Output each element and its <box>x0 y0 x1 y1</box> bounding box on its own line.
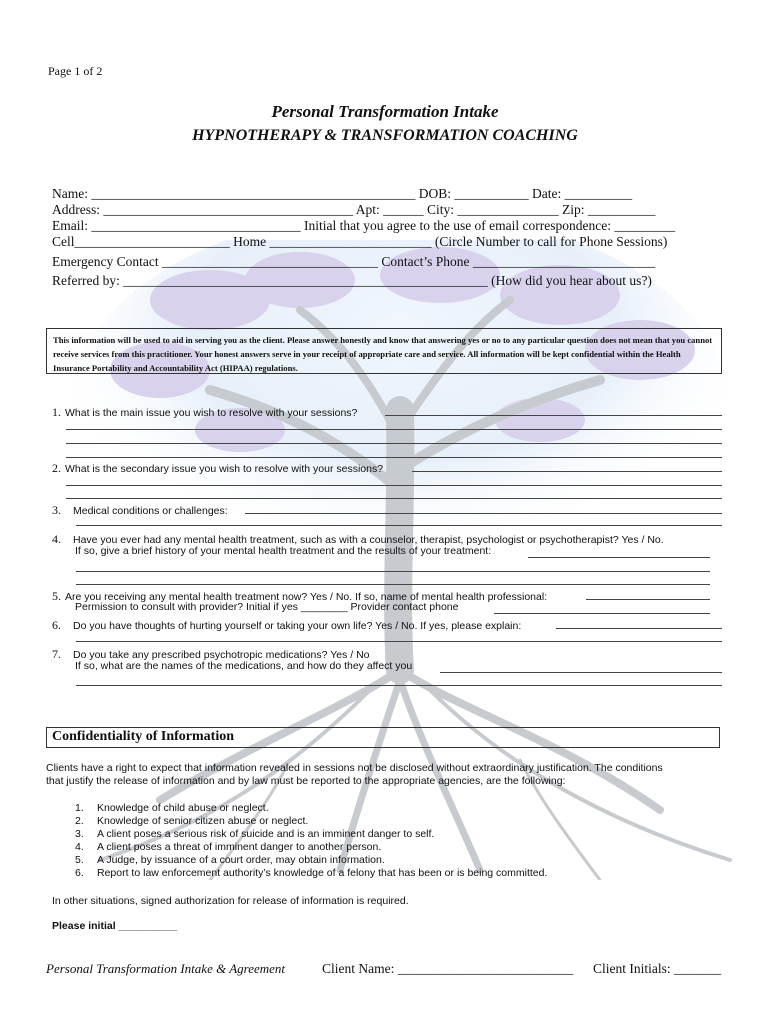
list-item-text: A client poses a threat of imminent danger to another person. <box>97 841 382 853</box>
question-2: 2. What is the secondary issue you wish to resolve with your sessions? <box>52 461 384 475</box>
list-item-text: Knowledge of child abuse or neglect. <box>97 802 269 814</box>
hipaa-notice: This information will be used to aid in serving you as the client. Please answer honestly and know that answering yes or no to any particular question does not mean that you cannot receive services from this practitioner. Your honest answers serve in your receipt of appropriate care and service. All information will be kept confidential within the Health Insurance Portability and Accountability Act (HIPAA) regulations. <box>46 328 722 374</box>
question-3-text: Medical conditions or challenges: <box>73 505 228 517</box>
answer-line[interactable] <box>66 429 722 430</box>
question-6: 6. Do you have thoughts of hurting yourself or taking your own life? Yes / No. If yes, please explain: <box>52 618 522 632</box>
question-2-text: What is the secondary issue you wish to resolve with your sessions? <box>65 463 384 475</box>
answer-line[interactable] <box>66 443 722 444</box>
list-item: 5. <box>75 854 84 866</box>
referred-by-line[interactable]: Referred by: ______________________________________________________ (How did you hear about us?) <box>52 273 652 288</box>
list-item-text: Knowledge of senior citizen abuse or neglect. <box>97 815 309 827</box>
list-item-text: Report to law enforcement authority’s knowledge of a felony that has been or is being committed. <box>97 867 548 879</box>
footer-form-name: Personal Transformation Intake & Agreement <box>46 961 286 976</box>
page-label: Page 1 of 2 <box>48 64 103 78</box>
answer-line[interactable] <box>385 415 722 416</box>
authorization-note: In other situations, signed authorization for release of information is required. <box>52 895 409 907</box>
answer-line[interactable] <box>528 557 710 558</box>
emergency-contact-line[interactable]: Emergency Contact ________________________________ Contact’s Phone ___________________________ <box>52 254 656 269</box>
phone-line[interactable]: Cell_______________________ Home ________________________ (Circle Number to call for Phone Sessions) <box>52 234 668 249</box>
answer-line[interactable] <box>76 641 722 642</box>
question-5-text: Are you receiving any mental health treatment now? Yes / No. If so, name of mental health professional: <box>65 591 548 603</box>
question-7: 7. Do you take any prescribed psychotropic medications? Yes / No <box>52 647 370 661</box>
question-4-sub: If so, give a brief history of your mental health treatment and the results of your treatment: <box>75 545 492 557</box>
answer-line[interactable] <box>76 685 722 686</box>
confidentiality-heading: Confidentiality of Information <box>52 729 234 744</box>
answer-line[interactable] <box>76 525 722 526</box>
question-1-text: What is the main issue you wish to resolve with your sessions? <box>65 407 358 419</box>
answer-line[interactable] <box>245 513 722 514</box>
answer-line[interactable] <box>556 628 722 629</box>
answer-line[interactable] <box>76 584 710 585</box>
question-4: 4. Have you ever had any mental health treatment, such as with a counselor, therapist, psychologist or psychotherapist? Yes / No. <box>52 532 664 546</box>
list-item-text: A client poses a serious risk of suicide and is an imminent danger to self. <box>97 828 435 840</box>
list-item: 1. <box>75 802 84 814</box>
form-title: Personal Transformation Intake <box>271 102 499 121</box>
answer-line[interactable] <box>412 471 722 472</box>
list-item-text: A Judge, by issuance of a court order, may obtain information. <box>97 854 385 866</box>
email-line[interactable]: Email: _______________________________ Initial that you agree to the use of email correspondence: _________ <box>52 218 676 233</box>
question-7-text: Do you take any prescribed psychotropic medications? Yes / No <box>73 649 370 661</box>
answer-line[interactable] <box>586 599 710 600</box>
list-item: 6. <box>75 867 84 879</box>
list-item: 4. <box>75 841 84 853</box>
address-line[interactable]: Address: _____________________________________ Apt: ______ City: _______________ Zip: __________ <box>52 202 656 217</box>
question-7-sub: If so, what are the names of the medications, and how do they affect you <box>75 660 413 672</box>
question-4-text: Have you ever had any mental health treatment, such as with a counselor, therapist, psychologist or psychotherapist? Yes / No. <box>73 534 664 546</box>
please-initial-field[interactable]: Please initial __________ <box>52 920 177 932</box>
confidentiality-intro-1: Clients have a right to expect that information revealed in sessions not be disclosed without extraordinary justification. The conditions <box>46 762 663 774</box>
question-5-sub: Permission to consult with provider? Initial if yes ________ Provider contact phone <box>75 601 459 613</box>
question-6-text: Do you have thoughts of hurting yourself or taking your own life? Yes / No. If yes, please explain: <box>73 620 522 632</box>
answer-line[interactable] <box>66 498 722 499</box>
list-item: 2. <box>75 815 84 827</box>
question-5: 5. Are you receiving any mental health treatment now? Yes / No. If so, name of mental health professional: <box>52 589 548 603</box>
footer-client-initials[interactable]: Client Initials: _______ <box>593 961 722 976</box>
answer-line[interactable] <box>494 613 710 614</box>
name-dob-date-line[interactable]: Name: ________________________________________________ DOB: ___________ Date: __________ <box>52 186 633 201</box>
answer-line[interactable] <box>76 571 710 572</box>
answer-line[interactable] <box>66 485 722 486</box>
list-item: 3. <box>75 828 84 840</box>
question-1: 1. What is the main issue you wish to resolve with your sessions? <box>52 405 358 419</box>
question-3: 3. Medical conditions or challenges: <box>52 503 228 517</box>
form-subtitle: HYPNOTHERAPY & TRANSFORMATION COACHING <box>192 127 578 144</box>
answer-line[interactable] <box>66 457 722 458</box>
confidentiality-intro-2: that justify the release of information and by law must be reported to the appropriate agencies, are the following: <box>46 775 566 787</box>
footer-client-name[interactable]: Client Name: __________________________ <box>322 961 574 976</box>
answer-line[interactable] <box>440 672 722 673</box>
